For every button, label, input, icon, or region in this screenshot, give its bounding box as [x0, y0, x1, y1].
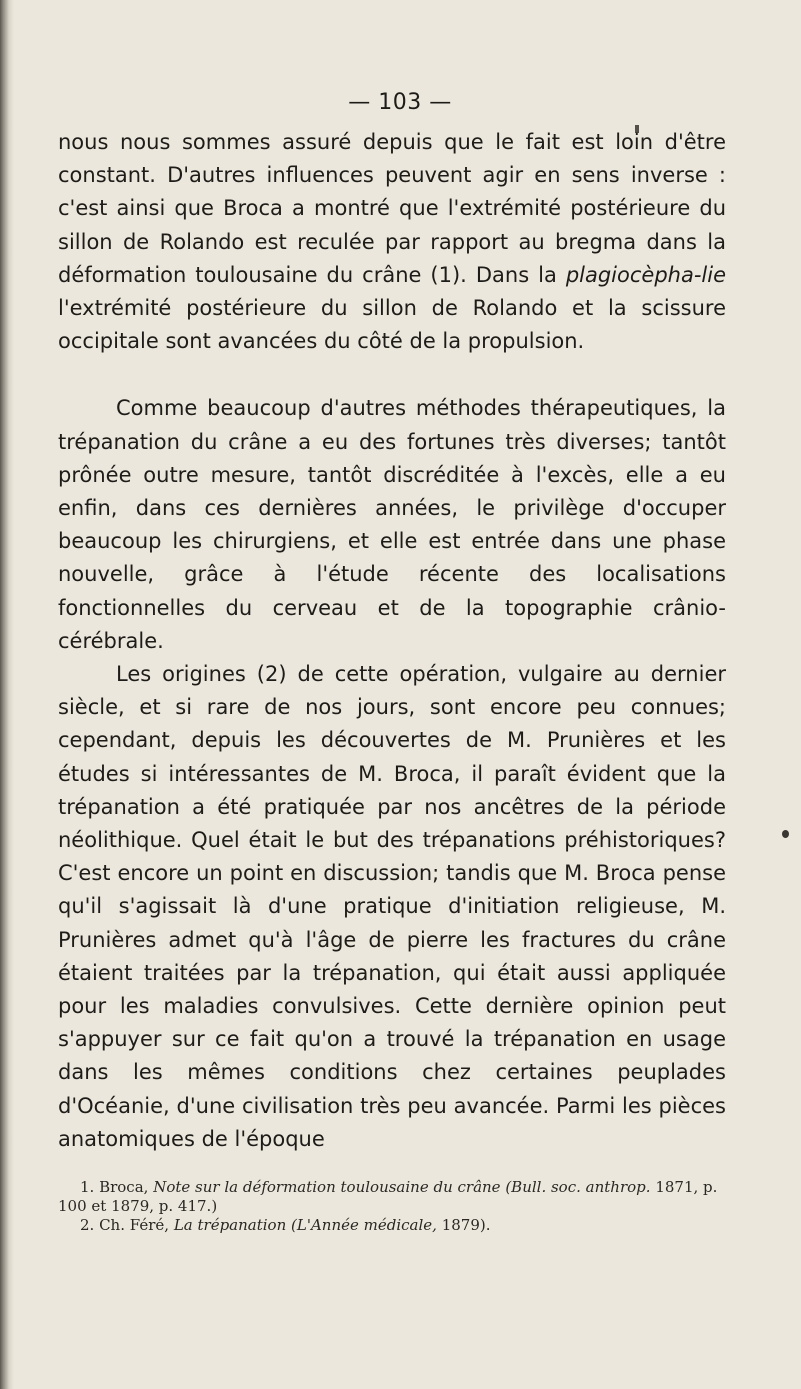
- paragraph-1-italic-term: plagiocèpha-lie: [565, 262, 726, 287]
- footnote-2-marker: 2. Ch. Féré,: [80, 1216, 170, 1234]
- footnote-1-ref: 1871, p. 100 et 1879, p. 417.): [58, 1178, 718, 1215]
- page-number: — 103 —: [348, 90, 452, 115]
- ink-spot: [782, 830, 789, 838]
- paragraph-1-text: nous nous sommes assuré depuis que le fait est loin d'être constant. D'autres influences peuvent agir en sens inverse : c'est ainsi que Broca a montré que l'extrémité postérieure du sillon de Rolando est reculée par rapport au bregma dans la déformation toulousaine du crâne (1). Dans la: [58, 130, 726, 287]
- footnote-1-marker: 1. Broca,: [80, 1178, 149, 1196]
- footnote-1: [58, 1178, 738, 1216]
- paragraph-3: Les origines (2) de cette opération, vulgaire au dernier siècle, et si rare de nos jours, sont encore peu connues; cependant, depuis les découvertes de M. Prunières et les études si intéressantes de M. Broca, il paraît évident que la trépanation a été pratiquée par nos ancêtres de la période néolithique. Quel était le but des trépanations préhistoriques? C'est encore un point en discussion; tandis que M. Broca pense qu'il s'agissait là d'une pratique d'initiation religieuse, M. Prunières admet qu'à l'âge de pierre les fractures du crâne étaient traitées par la trépanation, qui était aussi appliquée pour les maladies convulsives. Cette dernière opinion peut s'appuyer sur ce fait qu'on a trouvé la trépanation en usage dans les mêmes conditions chez certaines peuplades d'Océanie, d'une civilisation très peu avancée. Parmi les pièces anatomiques de l'époque: [58, 662, 726, 1151]
- paragraph-1: [58, 126, 726, 358]
- footnote-2: [58, 1216, 738, 1235]
- paragraph-2: Comme beaucoup d'autres méthodes thérapeutiques, la trépanation du crâne a eu des fortunes très diverses; tantôt prônée outre mesure, tantôt discréditée à l'excès, elle a eu enfin, dans ces dernières années, le privilège d'occuper beaucoup les chirurgiens, et elle est entrée dans une phase nouvelle, grâce à l'étude récente des localisations fonctionnelles du cerveau et de la topographie crânio-cérébrale.: [58, 396, 726, 653]
- footnote-2-ref: 1879).: [441, 1216, 491, 1234]
- footnotes: [58, 1178, 738, 1235]
- footnote-2-title: La trépanation (L'Année médicale,: [173, 1216, 437, 1234]
- paragraph-1-text-end: l'extrémité postérieure du sillon de Rolando et la scissure occipitale sont avancées du côté de la propulsion.: [58, 296, 726, 354]
- footnote-1-title: Note sur la déformation toulousaine du crâne (Bull. soc. anthrop.: [153, 1178, 651, 1196]
- body-text: [58, 126, 726, 1156]
